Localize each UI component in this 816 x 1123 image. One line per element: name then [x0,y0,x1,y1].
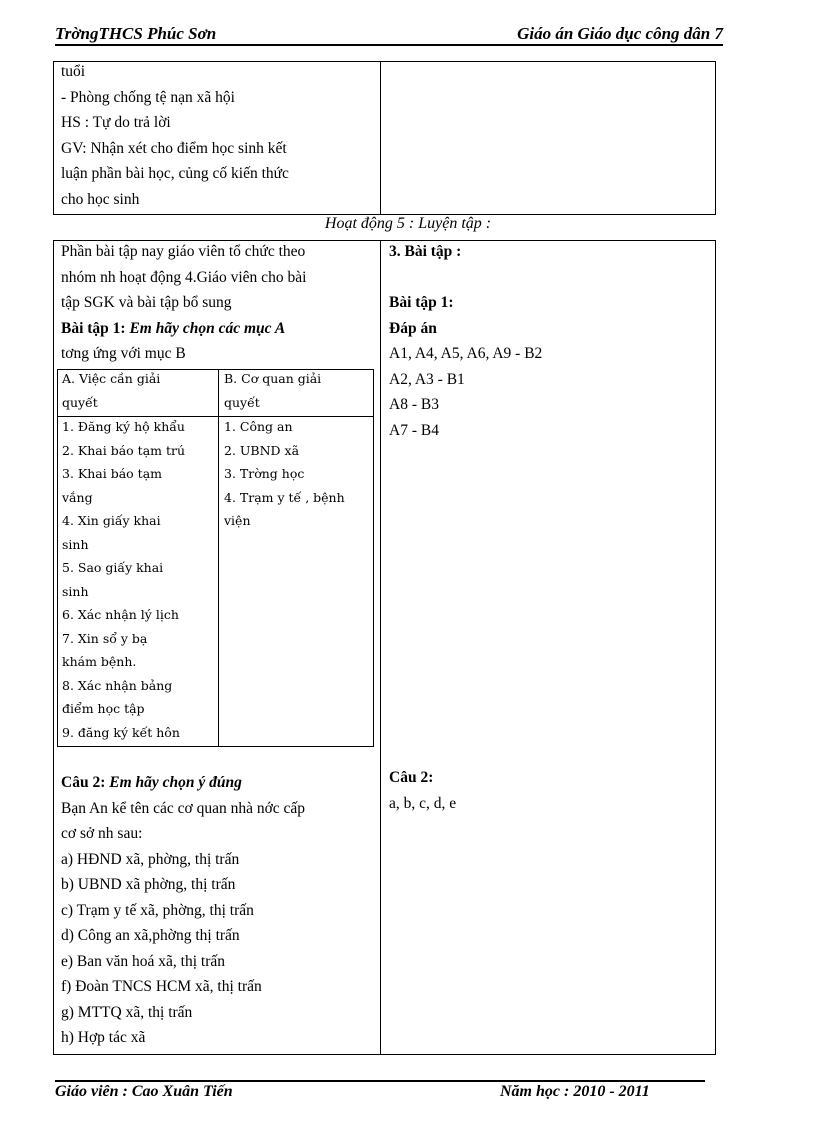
section-title: 3. Bài tập : [389,243,462,260]
option-f: f) Đoàn TNCS HCM xã, thị trấn [61,978,262,995]
list-item: sinh [62,583,89,599]
list-item: 6. Xác nhận lý lịch [62,607,179,622]
main-left-intro [61,239,306,367]
exercise-1-heading: Bài tập 1: Em hãy chọn các mục A [61,319,286,337]
list-item: 7. Xin sổ y bạ [62,630,148,646]
list-item: 1. Công an [224,419,293,434]
list-item: 4. Xin giấy khai [62,513,161,528]
option-b: b) UBND xã phờng, thị trấn [61,876,236,893]
list-item: vắng [62,489,93,505]
text-line: Phần bài tập nay giáo viên tổ chức theo [61,243,306,260]
option-d: d) Công an xã,phờng thị trấn [61,927,240,944]
footer-teacher: Giáo viên : Cao Xuân Tiến [55,1083,233,1100]
list-item: sinh [62,536,89,552]
text-line: cơ sở nh sau: [61,825,143,842]
list-item: 3. Khai báo tạm [62,466,162,481]
footer-year: Năm học : 2010 - 2011 [500,1083,650,1100]
list-item: 2. Khai báo tạm trú [62,442,186,458]
col-a-header: A. Việc cần giải quyết [62,371,161,410]
option-a: a) HĐND xã, phờng, thị trấn [61,850,240,868]
col-b-header: B. Cơ quan giải quyết [224,371,322,410]
text-line: tơng ứng với mục B [61,345,186,362]
list-item: khám bệnh. [62,654,137,669]
option-h: h) Hợp tác xã [61,1029,146,1046]
answer-line: A7 - B4 [389,421,439,439]
list-item: 1. Đăng ký hộ khẩu [62,419,185,434]
list-item: 4. Trạm y tế , bệnh [224,489,345,505]
option-g: g) MTTQ xã, thị trấn [61,1003,193,1021]
list-item: 8. Xác nhận bảng [62,677,173,693]
text-line: HS : Tự do trả lời [61,114,171,131]
school-name: TrờngTHCS Phúc Sơn [55,24,217,43]
text-line: Bạn An kể tên các cơ quan nhà nớc cấp [61,799,306,817]
inner-col-divider [218,370,219,746]
question-2-answer [389,765,456,816]
list-item: viện [224,513,251,528]
subject-title: Giáo án Giáo dục công dân 7 [517,24,723,43]
question-2-heading: Câu 2: Em hãy chọn ý đúng [61,774,242,791]
answer-line: A1, A4, A5, A6, A9 - B2 [389,345,543,362]
exercise-1-table [57,369,374,747]
answer-label: Đáp án [389,319,437,337]
main-right-answers [389,239,542,443]
answer-line: A2, A3 - B1 [389,370,465,388]
text-line: - Phòng chống tệ nạn xã hội [61,88,235,106]
exercise-1-label: Bài tập 1: [389,294,454,311]
list-item: 2. UBND xã [224,442,300,458]
col-a-items [62,415,185,744]
text-line: nhóm nh hoạt động 4.Giáo viên cho bài [61,268,307,286]
text-line: luận phần bài học, củng cố kiến thức [61,165,289,182]
spacer [389,265,542,291]
list-item: 3. Trờng học [224,466,305,481]
top-table-divider [380,61,381,215]
list-item: điểm học tập [62,701,145,716]
page-header [55,22,723,46]
main-table-divider [380,240,381,1055]
question-2-label: Câu 2: [389,769,434,786]
question-2-answer-text: a, b, c, d, e [389,794,457,812]
top-table-left-cell [61,59,289,212]
col-b-items [224,415,345,533]
question-2-block [61,770,305,1051]
activity-title: Hoạt động 5 : Luyện tập : [324,215,492,232]
text-line: tuổi [61,63,86,80]
list-item: 9. đăng ký kết hôn [62,724,180,740]
text-line: GV: Nhận xét cho điểm học sinh kết [61,139,287,157]
option-e: e) Ban văn hoá xã, thị trấn [61,952,225,970]
text-line: cho học sinh [61,190,140,208]
list-item: 5. Sao giấy khai [62,560,164,575]
answer-line: A8 - B3 [389,396,439,413]
option-c: c) Trạm y tế xã, phờng, thị trấn [61,901,254,919]
text-line: tập SGK và bài tập bổ sung [61,294,232,311]
